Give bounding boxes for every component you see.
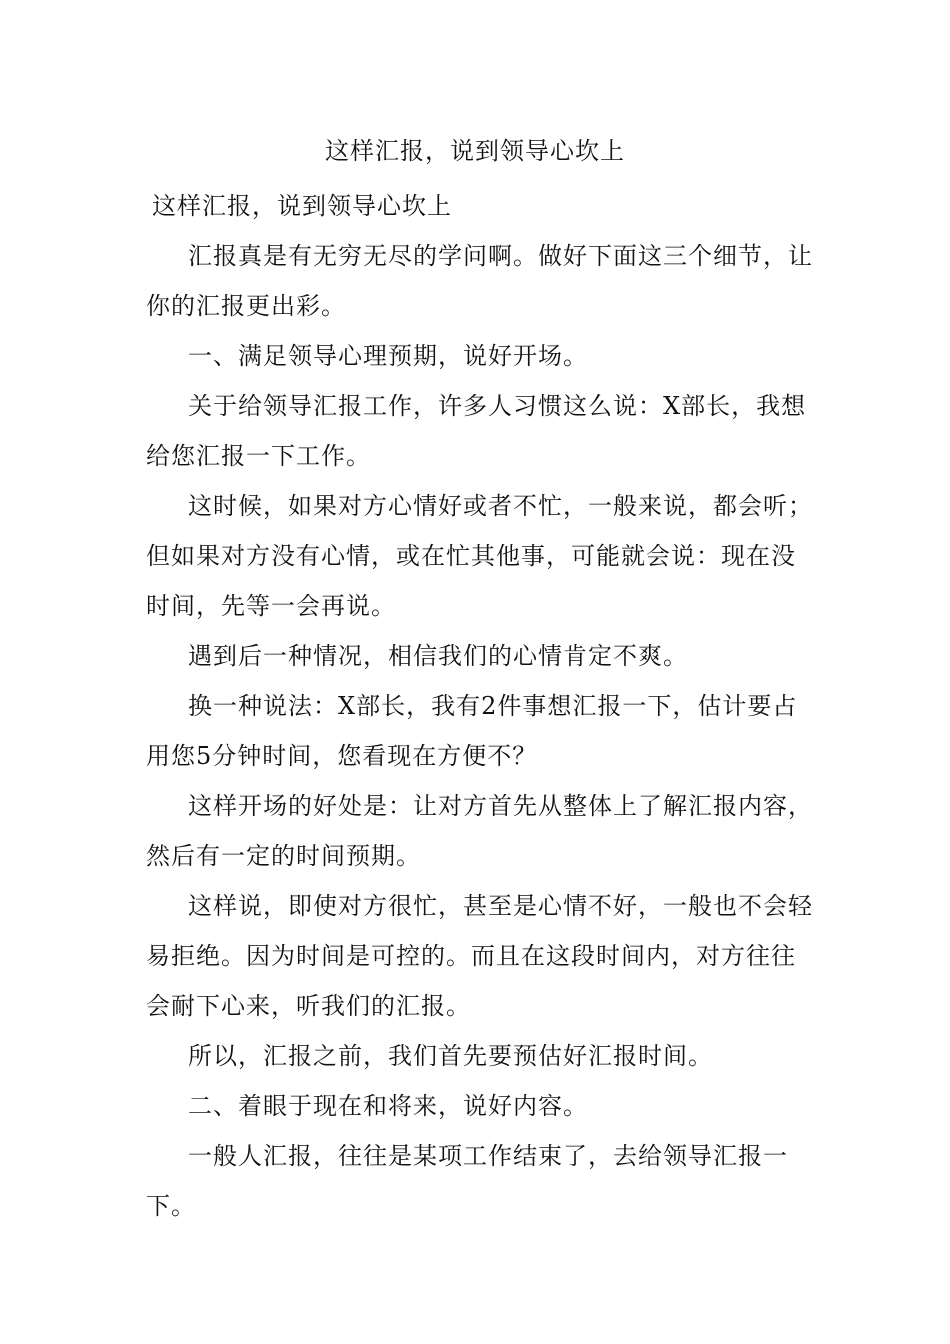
paragraph: 一般人汇报，往往是某项工作结束了，去给领导汇报一下。 <box>146 1142 788 1220</box>
paragraph: 这时候，如果对方心情好或者不忙，一般来说，都会听；但如果对方没有心情，或在忙其他事，可能就会说：现在没时间，先等一会再说。 <box>146 492 813 620</box>
document-subtitle: 这样汇报，说到领导心坎上 <box>152 192 452 220</box>
paragraph: 汇报真是有无穷无尽的学问啊。做好下面这三个细节，让你的汇报更出彩。 <box>146 242 813 320</box>
paragraph: 所以，汇报之前，我们首先要预估好汇报时间。 <box>188 1042 713 1070</box>
paragraph: 这样开场的好处是：让对方首先从整体上了解汇报内容，然后有一定的时间预期。 <box>146 792 813 870</box>
section-heading: 一、满足领导心理预期，说好开场。 <box>188 342 588 370</box>
document-title: 这样汇报，说到领导心坎上 <box>325 137 625 165</box>
paragraph: 遇到后一种情况，相信我们的心情肯定不爽。 <box>188 642 688 670</box>
paragraph: 这样说，即使对方很忙，甚至是心情不好，一般也不会轻易拒绝。因为时间是可控的。而且在这段时间内，对方往往会耐下心来，听我们的汇报。 <box>146 892 813 1020</box>
paragraph: 关于给领导汇报工作，许多人习惯这么说：X部长，我想给您汇报一下工作。 <box>146 392 807 470</box>
section-heading: 二、着眼于现在和将来，说好内容。 <box>188 1092 588 1120</box>
document-body <box>146 181 816 1231</box>
paragraph: 换一种说法：X部长，我有2件事想汇报一下，估计要占用您5分钟时间，您看现在方便不？ <box>146 692 798 770</box>
